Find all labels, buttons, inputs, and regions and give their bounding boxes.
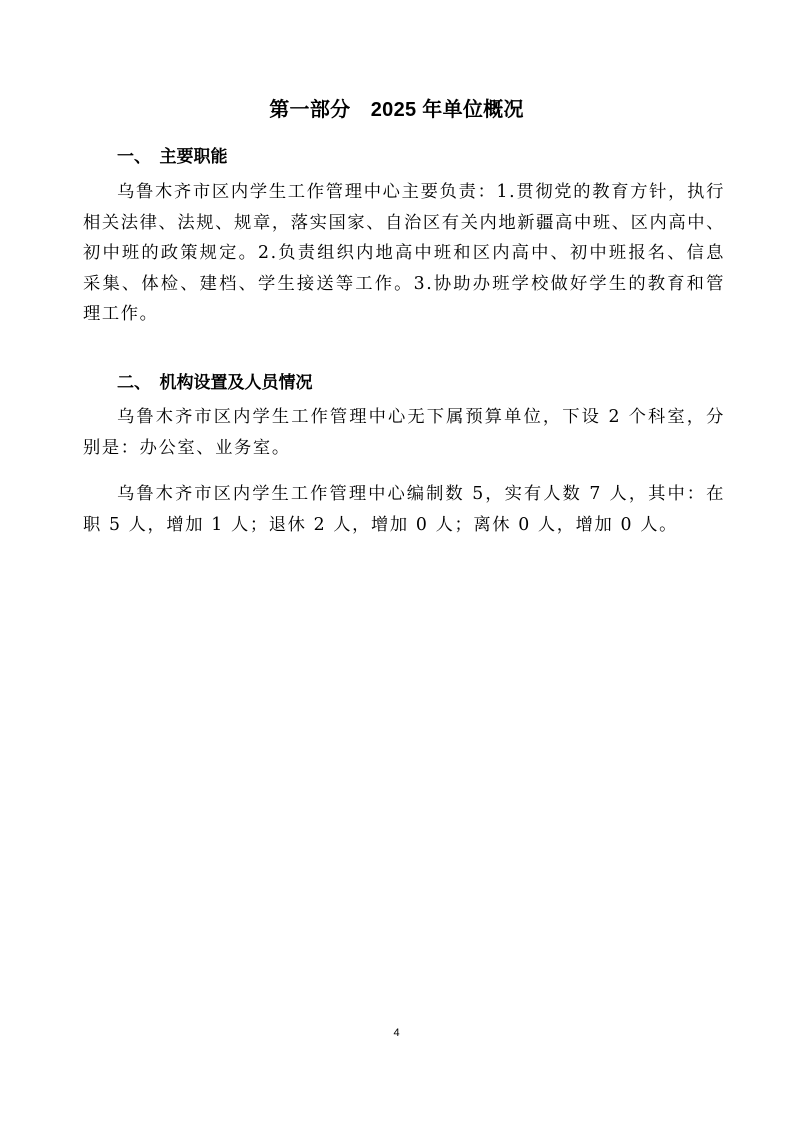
functions-paragraph: 乌鲁木齐市区内学生工作管理中心主要负责：1.贯彻党的教育方针，执行相关法律、法规、规章，落实国家、自治区有关内地新疆高中班、区内高中、初中班的政策规定。2.负责组织内地高中班和区内高中、初中班报名、信息采集、体检、建档、学生接送等工作。3.协助办班学校做好学生的教育和管理工作。 xyxy=(83,182,725,325)
organization-paragraph: 乌鲁木齐市区内学生工作管理中心无下属预算单位，下设 2 个科室，分别是：办公室、业务室。 xyxy=(83,407,725,458)
staffing-paragraph: 乌鲁木齐市区内学生工作管理中心编制数 5，实有人数 7 人，其中：在职 5 人，增加 1 人；退休 2 人，增加 0 人；离休 0 人，增加 0 人。 xyxy=(83,484,725,535)
page-number: 4 xyxy=(393,1027,400,1039)
section-heading-functions: 一、 主要职能 xyxy=(117,147,228,166)
section-heading-organization: 二、 机构设置及人员情况 xyxy=(117,373,313,392)
page-title: 第一部分 2025 年单位概况 xyxy=(269,99,524,121)
